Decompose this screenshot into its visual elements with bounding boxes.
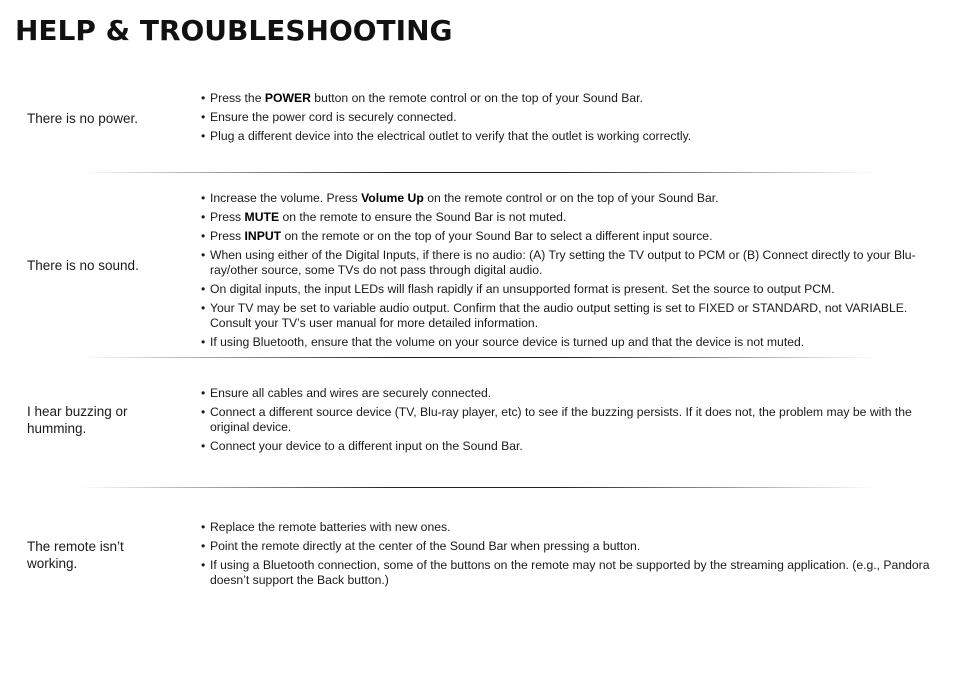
solution-text: Ensure the power cord is securely connected. [210,110,457,124]
problem-label: I hear buzzing or humming. [27,404,128,436]
solution-item [201,91,941,106]
solution-item [201,191,941,206]
solution-text: Plug a different device into the electrical outlet to verify that the outlet is working correctly. [210,129,692,143]
solution-item [201,520,941,535]
button-name-emphasis: INPUT [244,229,282,243]
solution-item [201,129,941,144]
solution-item [201,229,941,244]
solution-item [201,248,941,278]
solution-item [201,282,941,297]
solution-list [201,191,941,354]
solution-text: Connect your device to a different input on the Sound Bar. [210,439,523,453]
solution-item [201,539,941,554]
solution-text: Press [210,210,245,224]
problem-label: There is no sound. [27,258,139,273]
solution-text: Replace the remote batteries with new ones. [210,520,451,534]
solution-text: on the remote to ensure the Sound Bar is not muted. [279,210,567,224]
solution-item [201,110,941,125]
section-divider [80,487,875,488]
solution-item [201,301,941,331]
section-divider [80,357,875,358]
section-divider [80,172,875,173]
solution-item [201,558,941,588]
solution-text: Ensure all cables and wires are securely connected. [210,386,492,400]
solution-text: When using either of the Digital Inputs, if there is no audio: (A) Try setting the TV output to PCM or (B) Connect directly to your Blu-ray/other source, some TVs do not pass through digital audio. [210,248,916,277]
button-name-emphasis: POWER [264,91,311,105]
solution-text: On digital inputs, the input LEDs will flash rapidly if an unsupported format is present. Set the source to output PCM. [210,282,835,296]
solution-item [201,386,941,401]
solution-text: Press [210,229,245,243]
solution-list [201,520,941,592]
solution-item [201,405,941,435]
problem-label: There is no power. [27,111,139,126]
solution-text: If using a Bluetooth connection, some of the buttons on the remote may not be supported by the streaming application. (e.g., Pandora doesn’t support the Back button.) [210,558,930,587]
solution-text: Press the [210,91,265,105]
page-title: HELP & TROUBLESHOOTING [15,14,453,47]
solution-text: on the remote or on the top of your Sound Bar to select a different input source. [281,229,713,243]
solution-item [201,439,941,454]
solution-list [201,91,941,148]
solution-item [201,335,941,350]
button-name-emphasis: Volume Up [361,191,424,205]
solution-text: Connect a different source device (TV, Blu-ray player, etc) to see if the buzzing persists. If it does not, the problem may be with the original device. [210,405,912,434]
solution-text: If using Bluetooth, ensure that the volume on your source device is turned up and that the device is not muted. [210,335,805,349]
solution-text: button on the remote control or on the top of your Sound Bar. [310,91,643,105]
solution-list [201,386,941,458]
button-name-emphasis: MUTE [244,210,280,224]
solution-text: Increase the volume. Press [210,191,362,205]
solution-item [201,210,941,225]
solution-text: Your TV may be set to variable audio output. Confirm that the audio output setting is set to FIXED or STANDARD, not VARIABLE. Consult your TV’s user manual for more detailed information. [210,301,908,330]
solution-text: Point the remote directly at the center of the Sound Bar when pressing a button. [210,539,641,553]
solution-text: on the remote control or on the top of your Sound Bar. [423,191,719,205]
problem-label: The remote isn’t working. [27,539,124,571]
